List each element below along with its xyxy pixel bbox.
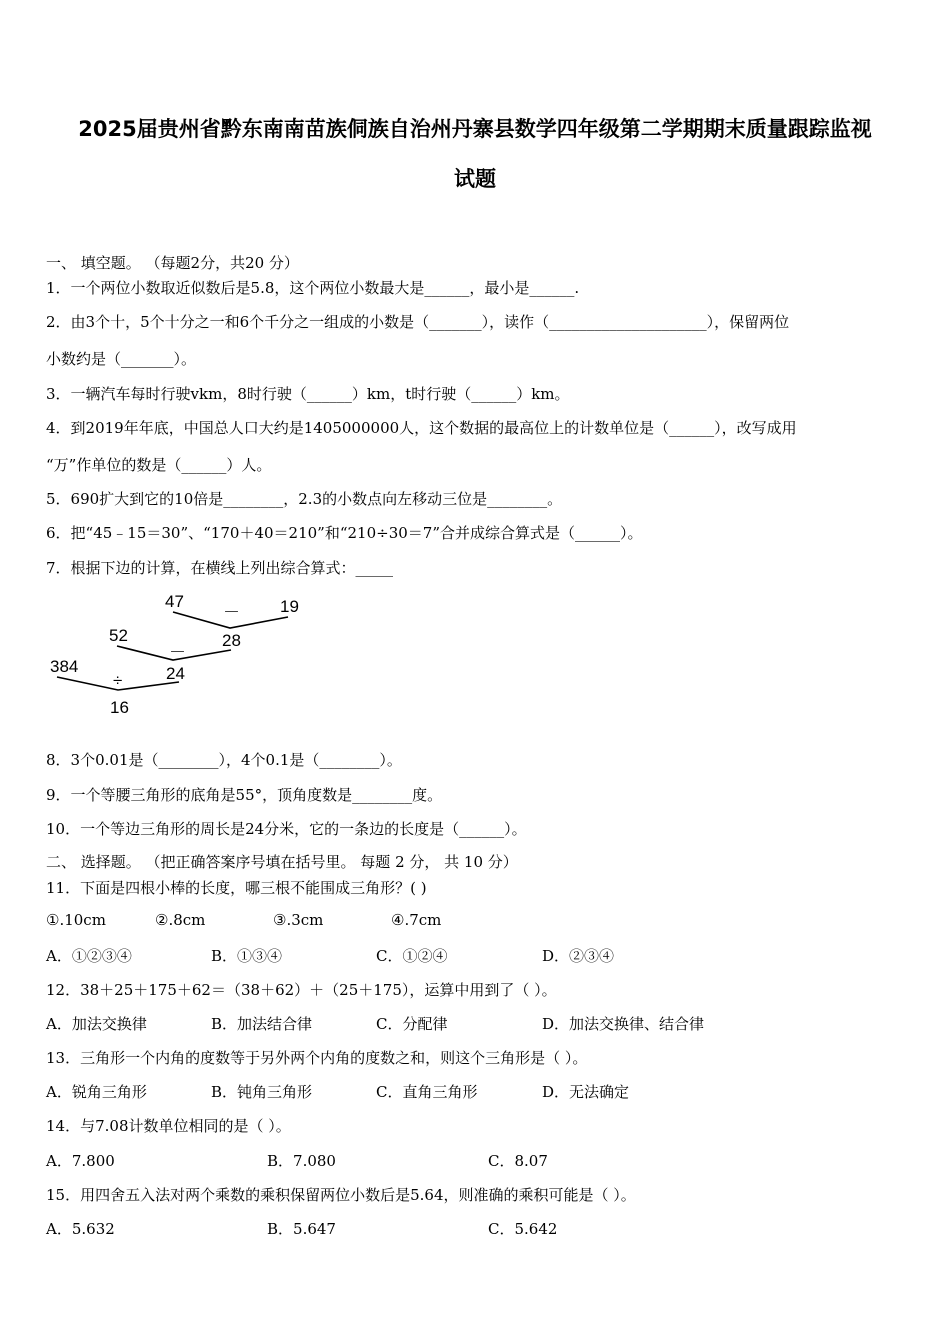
section-header-multiple-choice: 二、 选择题。 （把正确答案序号填在括号里。 每题 2 分， 共 10 分）: [46, 853, 518, 871]
question-13-options: [46, 1081, 629, 1102]
option-b: B．7.080: [267, 1152, 336, 1170]
question-4-continued: “万”作单位的数是（______）人。: [46, 456, 272, 474]
section-header-fill-blank: 一、 填空题。 （每题2分，共20 分）: [46, 254, 299, 272]
question-8: 8．3个0.01是（________），4个0.1是（________）。: [46, 751, 402, 769]
diagram-operator-divide: ÷: [113, 671, 123, 690]
question-15-options: [46, 1218, 557, 1239]
option-d: D．加法交换律、结合律: [542, 1015, 705, 1033]
diagram-number-24: 24: [166, 664, 185, 683]
calculation-diagram: [45, 586, 315, 721]
option-a: A．加法交换律: [46, 1015, 147, 1033]
option-a: A．7.800: [46, 1152, 115, 1170]
option-c: C．分配律: [376, 1015, 448, 1033]
diagram-operator-minus-1: －: [223, 603, 240, 622]
option-c: C．直角三角形: [376, 1083, 478, 1101]
question-5: 5．690扩大到它的10倍是________，2.3的小数点向左移动三位是________。: [46, 490, 563, 508]
diagram-number-19: 19: [280, 597, 299, 616]
question-4: 4．到2019年年底，中国总人口大约是1405000000人，这个数据的最高位上的计数单位是（______），改写成用: [46, 419, 797, 437]
option-a: A．锐角三角形: [46, 1083, 147, 1101]
question-11-options: [46, 945, 614, 966]
option-b: B．钝角三角形: [211, 1083, 313, 1101]
question-14: 14．与7.08计数单位相同的是（ ）。: [46, 1117, 291, 1135]
option-a: A．①②③④: [46, 947, 132, 965]
question-11: 11．下面是四根小棒的长度，哪三根不能围成三角形？( ): [46, 879, 427, 897]
question-15: 15．用四舍五入法对两个乘数的乘积保留两位小数后是5.64，则准确的乘积可能是（ ）。: [46, 1186, 636, 1204]
question-14-options: [46, 1150, 548, 1171]
question-11-items: [46, 911, 441, 929]
question-7: 7．根据下边的计算，在横线上列出综合算式：_____: [46, 559, 394, 577]
option-b: B．5.647: [267, 1220, 336, 1238]
question-10: 10．一个等边三角形的周长是24分米，它的一条边的长度是（______）。: [46, 820, 527, 838]
question-2: 2．由3个十，5个十分之一和6个千分之一组成的小数是（_______），读作（_____________________），保留两位: [46, 313, 790, 331]
question-1: 1．一个两位小数取近似数后是5.8，这个两位小数最大是______，最小是______.: [46, 279, 580, 297]
diagram-operator-minus-2: －: [169, 643, 186, 662]
stick-length-1: ①.10cm: [46, 911, 106, 929]
stick-length-4: ④.7cm: [391, 911, 442, 929]
question-13: 13．三角形一个内角的度数等于另外两个内角的度数之和，则这个三角形是（ ）。: [46, 1049, 588, 1067]
question-9: 9．一个等腰三角形的底角是55°，顶角度数是________度。: [46, 786, 443, 804]
option-b: B．①③④: [211, 947, 283, 965]
stick-length-3: ③.3cm: [273, 911, 324, 929]
option-c: C．8.07: [488, 1152, 548, 1170]
diagram-number-47: 47: [165, 592, 184, 611]
document-title: 2025届贵州省黔东南南苗族侗族自治州丹寨县数学四年级第二学期期末质量跟踪监视: [78, 117, 872, 141]
option-a: A．5.632: [46, 1220, 115, 1238]
question-12-options: [46, 1013, 704, 1034]
option-d: D．无法确定: [542, 1083, 630, 1101]
diagram-number-16: 16: [110, 698, 129, 717]
stick-length-2: ②.8cm: [155, 911, 206, 929]
diagram-number-28: 28: [222, 631, 241, 650]
diagram-number-52: 52: [109, 626, 128, 645]
document-title-continued: 试题: [454, 167, 496, 191]
question-6: 6．把“45﹣15＝30”、“170＋40＝210”和“210÷30＝7”合并成综合算式是（______）。: [46, 524, 643, 542]
question-12: 12．38＋25＋175＋62＝（38＋62）＋（25＋175），运算中用到了（ ）。: [46, 981, 557, 999]
option-d: D．②③④: [542, 947, 615, 965]
diagram-number-384: 384: [50, 657, 79, 676]
option-b: B．加法结合律: [211, 1015, 313, 1033]
option-c: C．①②④: [376, 947, 448, 965]
question-2-continued: 小数约是（_______）。: [46, 350, 197, 368]
question-3: 3．一辆汽车每时行驶vkm，8时行驶（______）km，t时行驶（______）km。: [46, 385, 570, 403]
option-c: C．5.642: [488, 1220, 558, 1238]
